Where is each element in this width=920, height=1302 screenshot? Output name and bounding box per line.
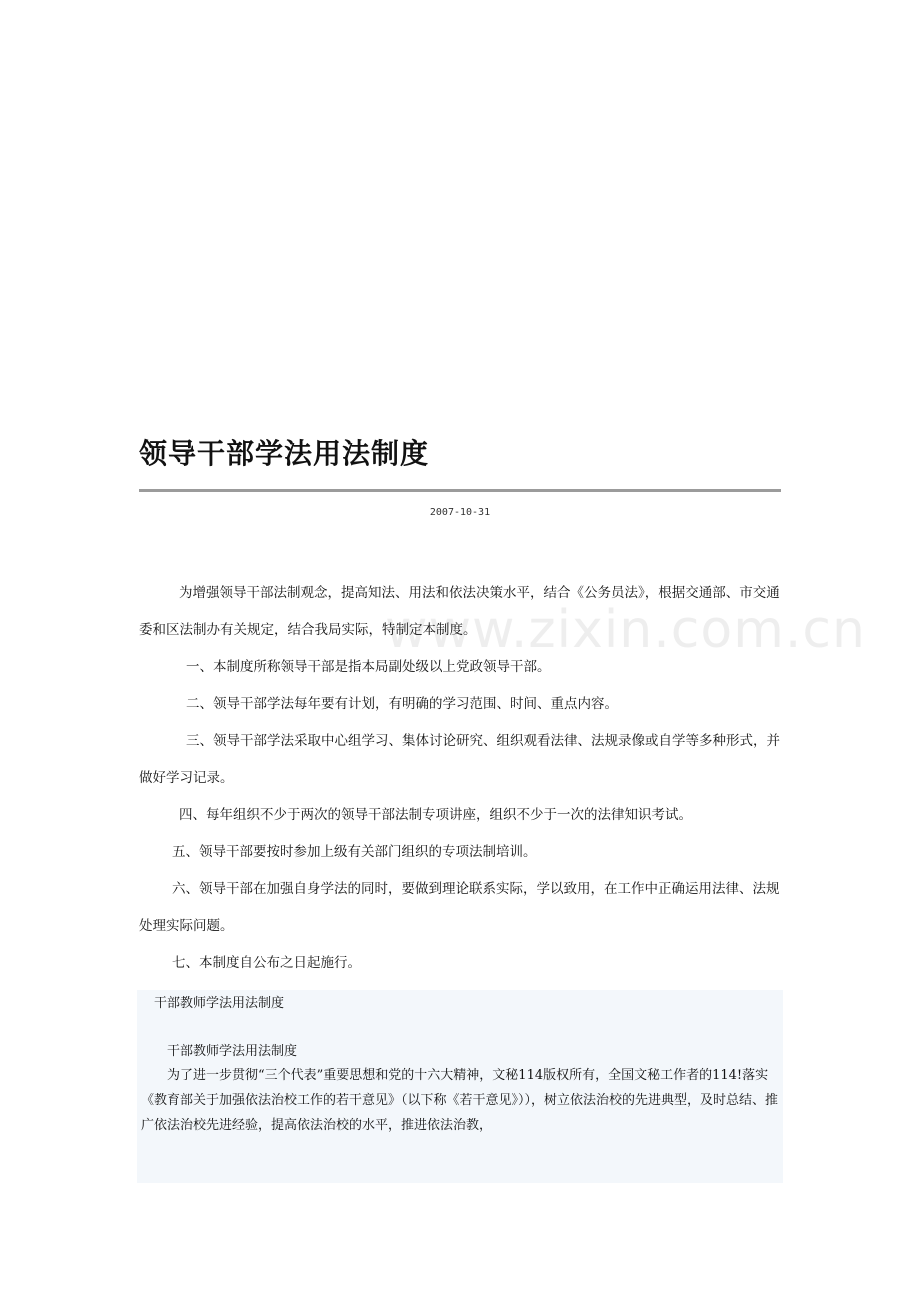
related-title: 干部教师学法用法制度 (167, 1044, 298, 1059)
related-article-box (137, 990, 783, 1183)
document-body (139, 575, 789, 982)
article-1: 一、本制度所称领导干部是指本局副处级以上党政领导干部。 (186, 659, 551, 675)
document-date: 2007-10-31 (429, 507, 491, 518)
article-6: 六、领导干部在加强自身学法的同时，要做到理论联系实际，学以致用，在工作中正确运用法律、法规处理实际问题。 (139, 881, 780, 934)
title-divider (139, 489, 781, 492)
article-2: 二、领导干部学法每年要有计划，有明确的学习范围、时间、重点内容。 (186, 696, 618, 712)
article-4: 四、每年组织不少于两次的领导干部法制专项讲座，组织不少于一次的法律知识考试。 (179, 807, 692, 823)
article-5: 五、领导干部要按时参加上级有关部门组织的专项法制培训。 (172, 844, 537, 860)
intro-paragraph: 为增强领导干部法制观念，提高知法、用法和依法决策水平，结合《公务员法》，根据交通部、市交通委和区法制办有关规定，结合我局实际，特制定本制度。 (139, 585, 780, 638)
related-paragraph: 为了进一步贯彻“三个代表”重要思想和党的十六大精神，文秘114版权所有，全国文秘工作者的114!落实《教育部关于加强依法治校工作的若干意见》（以下称《若干意见》）），树立依法治校的先进典型，及时总结、推广依法治校先进经验，提高依法治校的水平，推进依法治教， (141, 1068, 779, 1133)
article-3: 三、领导干部学法采取中心组学习、集体讨论研究、组织观看法律、法规录像或自学等多种形式，并做好学习记录。 (139, 733, 780, 786)
related-content (141, 1040, 783, 1138)
watermark: www.zixin.com.cn (385, 600, 866, 660)
related-header: 干部教师学法用法制度 (154, 996, 285, 1011)
document-title: 领导干部学法用法制度 (139, 437, 430, 470)
article-7: 七、本制度自公布之日起施行。 (172, 955, 361, 971)
